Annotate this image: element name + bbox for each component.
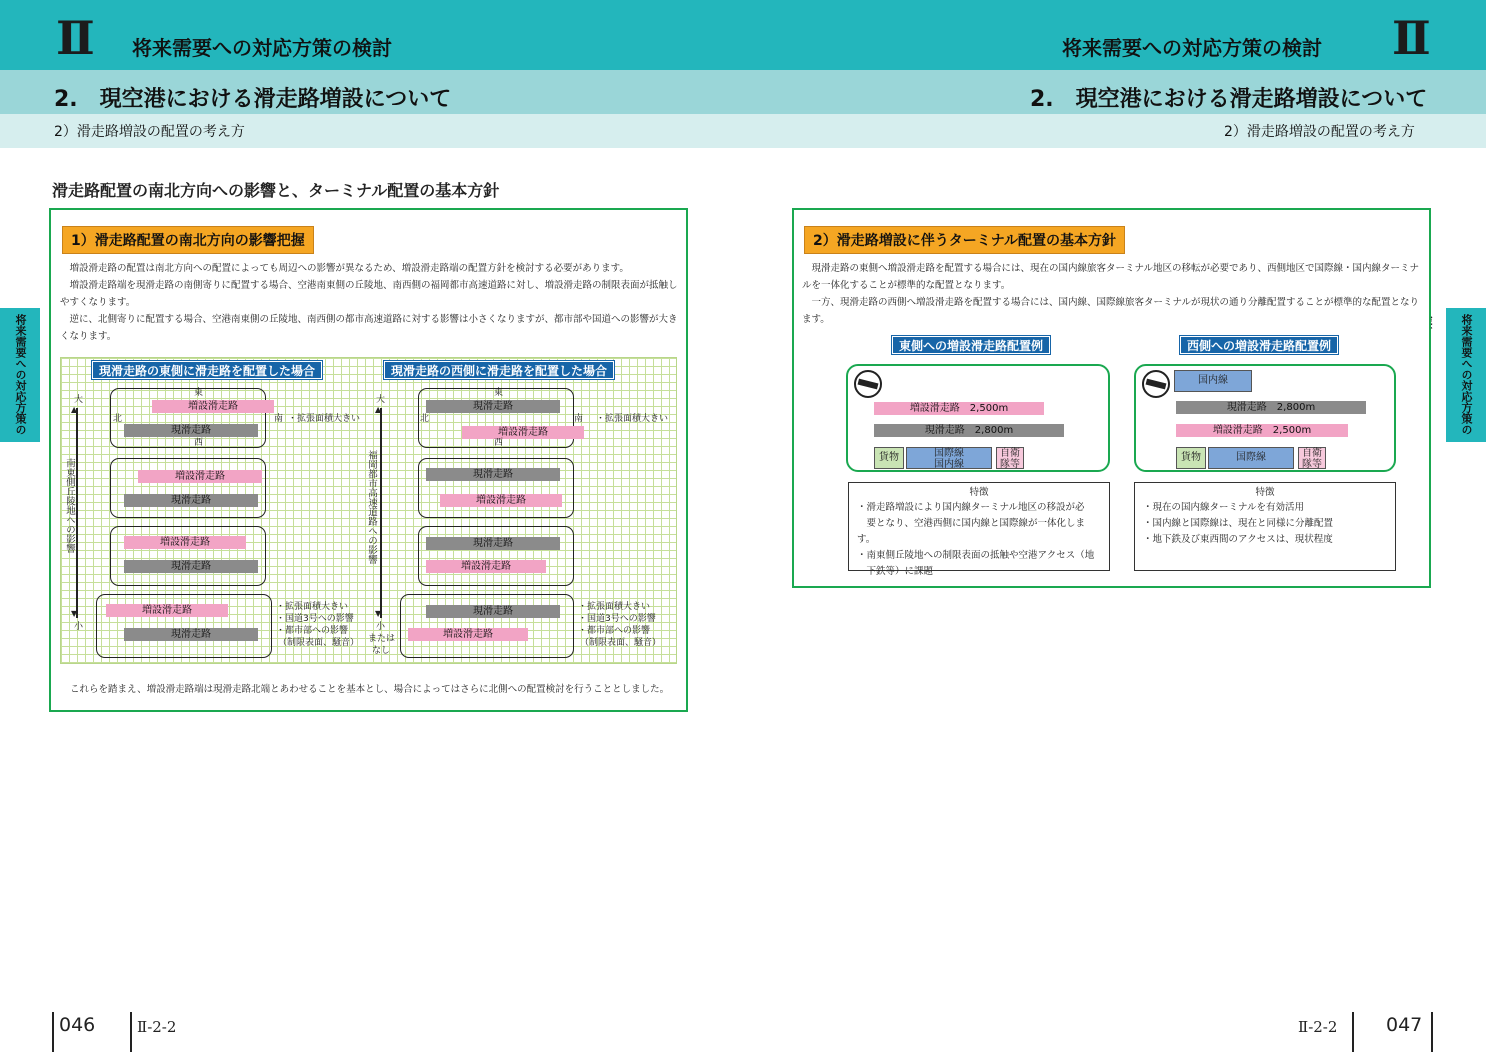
west-case2-new-runway: 増設滑走路	[440, 494, 562, 507]
east-example-sdf-line1: 自衛	[1000, 448, 1020, 459]
east-case2-new-runway: 増設滑走路	[138, 470, 262, 483]
west-case1-east: 東	[494, 388, 504, 398]
left-heading: 滑走路配置の南北方向への影響と、ターミナル配置の基本方針	[52, 181, 500, 200]
north-arrow-icon	[854, 370, 882, 398]
west-arrow-up: ▲	[375, 405, 382, 414]
west-feature-1: ・現在の国内線ターミナルを有効活用	[1143, 502, 1305, 513]
east-feature-2: 要となり、空港西側に国内線と国際線が一体化します。	[857, 518, 1086, 545]
east-feature-3: ・南東側丘陵地への制限表面の抵触や空港アクセス（地	[857, 550, 1095, 561]
east-case2-current-runway: 現滑走路	[124, 494, 258, 507]
west-case3-new-runway: 増設滑走路	[426, 560, 546, 573]
section-title-left: 2. 現空港における滑走路増設について	[54, 87, 452, 112]
west-example-sdf	[1298, 447, 1326, 469]
west-case4-current-runway: 現滑走路	[426, 605, 560, 618]
east-case1-new-runway: 増設滑走路	[152, 400, 274, 413]
west-note-top: ・拡張面積大きい	[596, 414, 669, 424]
east-feature-1: ・滑走路増設により国内線ターミナル地区の移設が必	[857, 502, 1085, 513]
side-tab-left: 将来需要への対応方策の	[0, 308, 40, 442]
east-case4-new-runway: 増設滑走路	[106, 604, 228, 617]
east-case3-current-runway: 現滑走路	[124, 560, 258, 573]
right-para1: 現滑走路の東側へ増設滑走路を配置する場合には、現在の国内線旅客ターミナル地区の移転が必要であり、西側地区で国際線・国内線ターミナルを一体化することが標準的な配置となります。	[802, 263, 1420, 291]
east-note-bottom-2: ・国道3号への影響	[276, 614, 354, 624]
west-case3-box	[418, 526, 574, 586]
east-case1-current-runway: 現滑走路	[124, 424, 258, 437]
west-example-title: 西側への増設滑走路配置例	[1180, 336, 1338, 354]
east-case1-west: 西	[194, 438, 204, 448]
section-title-right: 2. 現空港における滑走路増設について	[1030, 87, 1428, 112]
west-feature-3: ・地下鉄及び東西間のアクセスは、現状程度	[1143, 534, 1333, 545]
right-para2: 一方、現滑走路の西側へ増設滑走路を配置する場合には、国内線、国際線旅客ターミナルが現状の通り分離配置することが標準的な配置となります。	[802, 297, 1420, 325]
west-example-new-runway: 増設滑走路 2,500m	[1176, 424, 1348, 437]
side-tab-right: 将来需要への対応方策の	[1446, 308, 1486, 442]
east-example-features-title: 特徴	[969, 487, 989, 498]
west-arrow-down: ▼	[375, 609, 382, 618]
west-case1-south: 南	[574, 414, 584, 424]
west-note-bottom-1: ・拡張面積大きい	[578, 602, 651, 612]
diagram-east-title: 現滑走路の東側に滑走路を配置した場合	[92, 361, 322, 379]
east-feature-4: 下鉄等）に課題	[857, 566, 934, 577]
west-case3-current-runway: 現滑走路	[426, 537, 560, 550]
east-example-features	[848, 482, 1110, 577]
west-case2-box	[418, 458, 574, 518]
east-example-new-runway: 増設滑走路 2,500m	[874, 402, 1044, 415]
west-example-features-title: 特徴	[1255, 487, 1275, 498]
east-note-top: ・拡張面積大きい	[288, 414, 361, 424]
east-example-title: 東側への増設滑走路配置例	[892, 336, 1050, 354]
subsection-title-left: 2）滑走路増設の配置の考え方	[54, 124, 245, 140]
left-conclusion: これらを踏まえ、増設滑走路端は現滑走路北端とあわせることを基本とし、場合によってはさらに北側への配置検討を行うこととしました。	[70, 684, 670, 695]
west-big-label: 大	[376, 395, 386, 405]
east-example-sdf	[996, 447, 1024, 469]
east-example-cargo: 貨物	[874, 447, 904, 469]
footer-rule-right-1	[1352, 1012, 1354, 1052]
east-big-label: 大	[74, 395, 84, 405]
west-example-sdf-line2: 隊等	[1302, 459, 1322, 470]
east-case1-north: 北	[113, 414, 123, 424]
footer-rule-left-1	[52, 1012, 54, 1052]
west-case1-new-runway: 増設滑走路	[462, 426, 584, 439]
east-arrow-down: ▼	[71, 609, 78, 618]
footer-rule-left-2	[130, 1012, 132, 1052]
east-example-current-runway: 現滑走路 2,800m	[874, 424, 1064, 437]
north-arrow-icon-2	[1142, 370, 1170, 398]
west-example-features	[1134, 482, 1396, 571]
left-panel-title: 1）滑走路配置の南北方向の影響把握	[62, 226, 314, 254]
chapter-roman-right: Ⅱ	[1392, 11, 1431, 65]
west-example-sdf-line1: 自衛	[1302, 448, 1322, 459]
east-case1-south: 南	[274, 414, 284, 424]
east-case1-east: 東	[194, 388, 204, 398]
west-case4-new-runway: 増設滑走路	[408, 628, 528, 641]
west-case1-north: 北	[420, 414, 430, 424]
west-example-cargo: 貨物	[1176, 447, 1206, 469]
east-axis-label: 南東側丘陵地への影響	[64, 458, 75, 553]
west-none-label: なし	[372, 646, 391, 656]
west-case4-box	[400, 594, 574, 658]
east-case1-box	[110, 388, 266, 448]
right-page-ref: Ⅱ-2-2	[1298, 1018, 1338, 1036]
east-note-bottom-1: ・拡張面積大きい	[276, 602, 349, 612]
west-small-label: 小	[376, 622, 386, 632]
east-case2-box	[110, 458, 266, 518]
west-example-domestic: 国内線	[1174, 370, 1252, 392]
west-note-bottom-2: ・国道3号への影響	[578, 614, 656, 624]
chapter-roman-left: Ⅱ	[56, 11, 95, 65]
west-case1-current-runway: 現滑走路	[426, 400, 560, 413]
east-case4-current-runway: 現滑走路	[124, 628, 258, 641]
east-arrow	[76, 408, 78, 618]
west-note-bottom-3: ・都市部への影響	[578, 626, 651, 636]
east-example-sdf-line2: 隊等	[1000, 459, 1020, 470]
west-feature-2: ・国内線と国際線は、現在と同様に分離配置	[1143, 518, 1334, 529]
left-para2: 増設滑走路端を現滑走路の南側寄りに配置する場合、空港南東側の丘陵地、南西側の福岡都市高速道路に対し、増設滑走路の制限表面が抵触しやすくなります。	[60, 280, 678, 308]
east-case3-new-runway: 増設滑走路	[124, 536, 246, 549]
east-example-terminal	[906, 447, 992, 469]
west-or-label: または	[368, 634, 396, 644]
subsection-title-right: 2）滑走路増設の配置の考え方	[1224, 124, 1415, 140]
west-example-intl: 国際線	[1208, 447, 1294, 469]
left-para1: 増設滑走路の配置は南北方向への配置によっても周辺への影響が異なるため、増設滑走路端の配置方針を検討する必要があります。	[69, 263, 629, 274]
left-page-ref: Ⅱ-2-2	[137, 1018, 177, 1036]
west-axis-label: 福岡都市高速道路への影響	[366, 450, 377, 564]
east-example-domestic: 国内線	[934, 459, 964, 470]
east-note-bottom-3: ・都市部への影響	[276, 626, 349, 636]
diagram-west-title: 現滑走路の西側に滑走路を配置した場合	[384, 361, 614, 379]
right-panel-title: 2）滑走路増設に伴うターミナル配置の基本方針	[804, 226, 1125, 254]
left-para3: 逆に、北側寄りに配置する場合、空港南東側の丘陵地、南西側の都市高速道路に対する影響は小さくなりますが、都市部や国道への影響が大きくなります。	[60, 314, 678, 342]
east-example-intl: 国際線	[934, 448, 964, 459]
east-small-label: 小	[74, 622, 84, 632]
footer-rule-right-2	[1431, 1012, 1433, 1052]
east-case3-box	[110, 526, 266, 586]
west-example-current-runway: 現滑走路 2,800m	[1176, 401, 1366, 414]
west-arrow	[380, 408, 382, 618]
east-arrow-up: ▲	[71, 405, 78, 414]
west-case1-west: 西	[494, 438, 504, 448]
west-case2-current-runway: 現滑走路	[426, 468, 560, 481]
chapter-title-right: 将来需要への対応方策の検討	[1062, 36, 1322, 60]
chapter-title-left: 将来需要への対応方策の検討	[132, 36, 392, 60]
west-note-bottom-4: （制限表面、騒音）	[580, 638, 662, 648]
east-note-bottom-4: （制限表面、騒音）	[278, 638, 360, 648]
left-page-number: 046	[59, 1014, 96, 1036]
right-page-number: 047	[1386, 1014, 1423, 1036]
